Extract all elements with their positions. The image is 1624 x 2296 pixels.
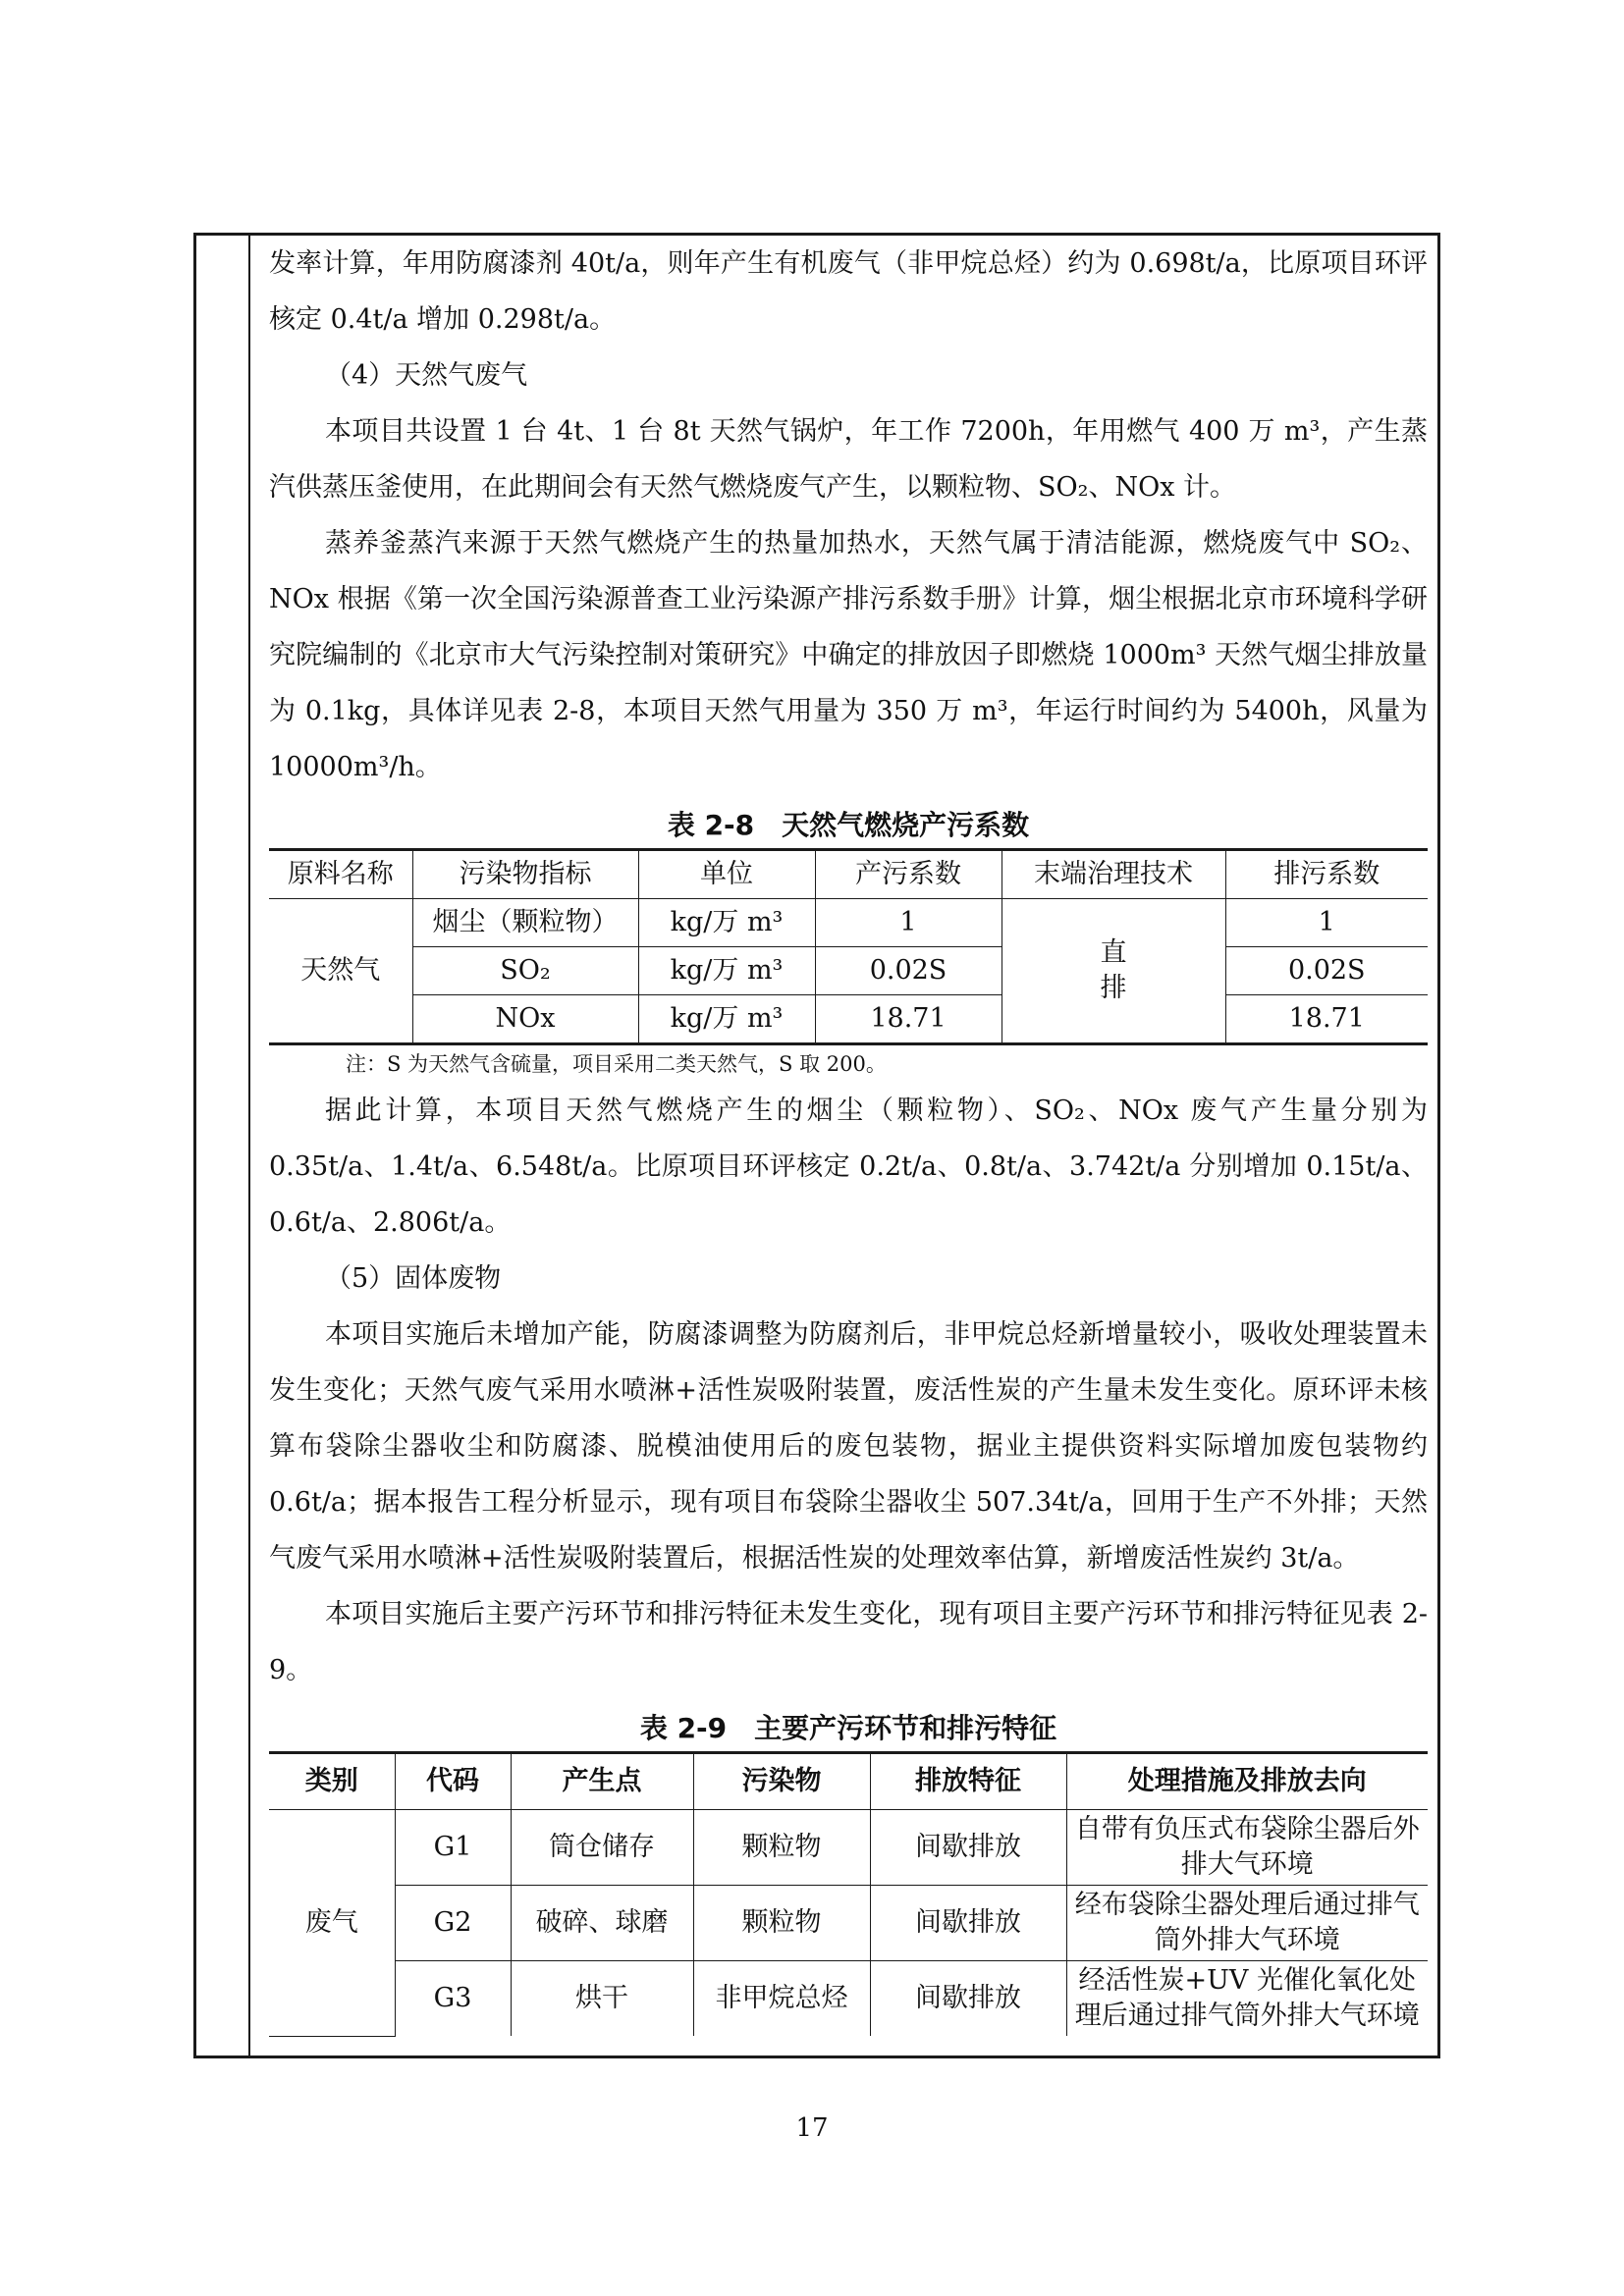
unit-cell: kg/万 m³ — [638, 947, 815, 995]
emission-cell: 18.71 — [1225, 995, 1428, 1044]
header-cell: 原料名称 — [269, 850, 412, 899]
feature-cell: 间歇排放 — [870, 1886, 1066, 1961]
table-row — [269, 1810, 1428, 1886]
point-cell: 烘干 — [511, 1961, 693, 2037]
table-row — [269, 947, 1428, 995]
header-cell: 污染物指标 — [412, 850, 638, 899]
paragraph-summary: 本项目实施后主要产污环节和排污特征未发生变化，现有项目主要产污环节和排污特征见表 2-9。 — [269, 1599, 1428, 1685]
pollutant-cell: SO₂ — [412, 947, 638, 995]
feature-cell: 间歇排放 — [870, 1961, 1066, 2037]
paragraph-calculation: 据此计算，本项目天然气燃烧产生的烟尘（颗粒物）、SO₂、NOx 废气产生量分别为 0.35t/a、1.4t/a、6.548t/a。比原项目环评核定 0.2t/a、0.8t/a、3.742t/a 分别增加 0.15t/a、0.6t/a、2.806t/a。 — [269, 1095, 1428, 1238]
pollutant-cell: NOx — [412, 995, 638, 1044]
material-cell: 天然气 — [269, 899, 412, 1044]
header-cell: 末端治理技术 — [1001, 850, 1225, 899]
table-row — [269, 899, 1428, 947]
header-cell: 处理措施及排放去向 — [1066, 1753, 1428, 1810]
content-area — [269, 236, 1428, 2037]
header-cell: 污染物 — [693, 1753, 870, 1810]
paragraph-emission-factors: 蒸养釜蒸汽来源于天然气燃烧产生的热量加热水，天然气属于清洁能源，燃烧废气中 SO₂、NOx 根据《第一次全国污染源普查工业污染源产排污系数手册》计算，烟尘根据北京市环境科学研究院编制的《北京市大气污染控制对策研究》中确定的排放因子即燃烧 1000m³ 天然气烟尘排放量为 0.1kg，具体详见表 2-8，本项目天然气用量为 350 万 m³，年运行时间约为 5400h，风量为 10000m³/h。 — [269, 528, 1428, 782]
paragraph-boilers: 本项目共设置 1 台 4t、1 台 8t 天然气锅炉，年工作 7200h，年用燃气 400 万 m³，产生蒸汽供蒸压釜使用，在此期间会有天然气燃烧废气产生，以颗粒物、SO₂、NOx 计。 — [269, 416, 1428, 503]
measure-cell: 经活性炭+UV 光催化氧化处理后通过排气筒外排大气环境 — [1066, 1961, 1428, 2037]
table-2-9-caption: 表 2-9 主要产污环节和排污特征 — [639, 1712, 1057, 1744]
header-cell: 排放特征 — [870, 1753, 1066, 1810]
factor-cell: 1 — [815, 899, 1001, 947]
point-cell: 破碎、球磨 — [511, 1886, 693, 1961]
table-2-8-caption: 表 2-8 天然气燃烧产污系数 — [667, 809, 1030, 841]
table-header-row — [269, 850, 1428, 899]
paragraph-continuation: 发率计算，年用防腐漆剂 40t/a，则年产生有机废气（非甲烷总烃）约为 0.698t/a，比原项目环评核定 0.4t/a 增加 0.298t/a。 — [269, 248, 1428, 335]
table-row — [269, 1961, 1428, 2037]
unit-cell: kg/万 m³ — [638, 899, 815, 947]
header-cell: 类别 — [269, 1753, 395, 1810]
table-2-9 — [269, 1751, 1428, 2037]
code-cell: G2 — [395, 1886, 511, 1961]
treatment-text: 直排 — [1100, 937, 1127, 1003]
feature-cell: 间歇排放 — [870, 1810, 1066, 1886]
table-row — [269, 1886, 1428, 1961]
treatment-cell — [1001, 899, 1225, 1044]
factor-cell: 0.02S — [815, 947, 1001, 995]
measure-cell: 自带有负压式布袋除尘器后外排大气环境 — [1066, 1810, 1428, 1886]
pollutant-cell: 非甲烷总烃 — [693, 1961, 870, 2037]
table-header-row — [269, 1753, 1428, 1810]
table-row — [269, 995, 1428, 1044]
header-cell: 代码 — [395, 1753, 511, 1810]
left-label-column — [196, 236, 250, 2056]
header-cell: 排污系数 — [1225, 850, 1428, 899]
section-heading-natural-gas: （4）天然气废气 — [325, 360, 528, 391]
paragraph-solid-waste: 本项目实施后未增加产能，防腐漆调整为防腐剂后，非甲烷总烃新增量较小，吸收处理装置未发生变化；天然气废气采用水喷淋+活性炭吸附装置，废活性炭的产生量未发生变化。原环评未核算布袋除尘器收尘和防腐漆、脱模油使用后的废包装物，据业主提供资料实际增加废包装物约 0.6t/a；据本报告工程分析显示，现有项目布袋除尘器收尘 507.34t/a，回用于生产不外排；天然气废气采用水喷淋+活性炭吸附装置后，根据活性炭的处理效率估算，新增废活性炭约 3t/a。 — [269, 1319, 1428, 1574]
unit-cell: kg/万 m³ — [638, 995, 815, 1044]
pollutant-cell: 烟尘（颗粒物） — [412, 899, 638, 947]
page-number: 17 — [795, 2113, 829, 2143]
section-heading-solid-waste: （5）固体废物 — [325, 1263, 502, 1294]
code-cell: G3 — [395, 1961, 511, 2037]
header-cell: 单位 — [638, 850, 815, 899]
table-2-8-note: 注：S 为天然气含硫量，项目采用二类天然气，S 取 200。 — [346, 1052, 887, 1076]
code-cell: G1 — [395, 1810, 511, 1886]
measure-cell: 经布袋除尘器处理后通过排气筒外排大气环境 — [1066, 1886, 1428, 1961]
table-2-8 — [269, 848, 1428, 1045]
header-cell: 产生点 — [511, 1753, 693, 1810]
category-cell: 废气 — [269, 1810, 395, 2037]
report-frame — [193, 233, 1440, 2058]
emission-cell: 0.02S — [1225, 947, 1428, 995]
factor-cell: 18.71 — [815, 995, 1001, 1044]
emission-cell: 1 — [1225, 899, 1428, 947]
point-cell: 筒仓储存 — [511, 1810, 693, 1886]
header-cell: 产污系数 — [815, 850, 1001, 899]
pollutant-cell: 颗粒物 — [693, 1886, 870, 1961]
pollutant-cell: 颗粒物 — [693, 1810, 870, 1886]
